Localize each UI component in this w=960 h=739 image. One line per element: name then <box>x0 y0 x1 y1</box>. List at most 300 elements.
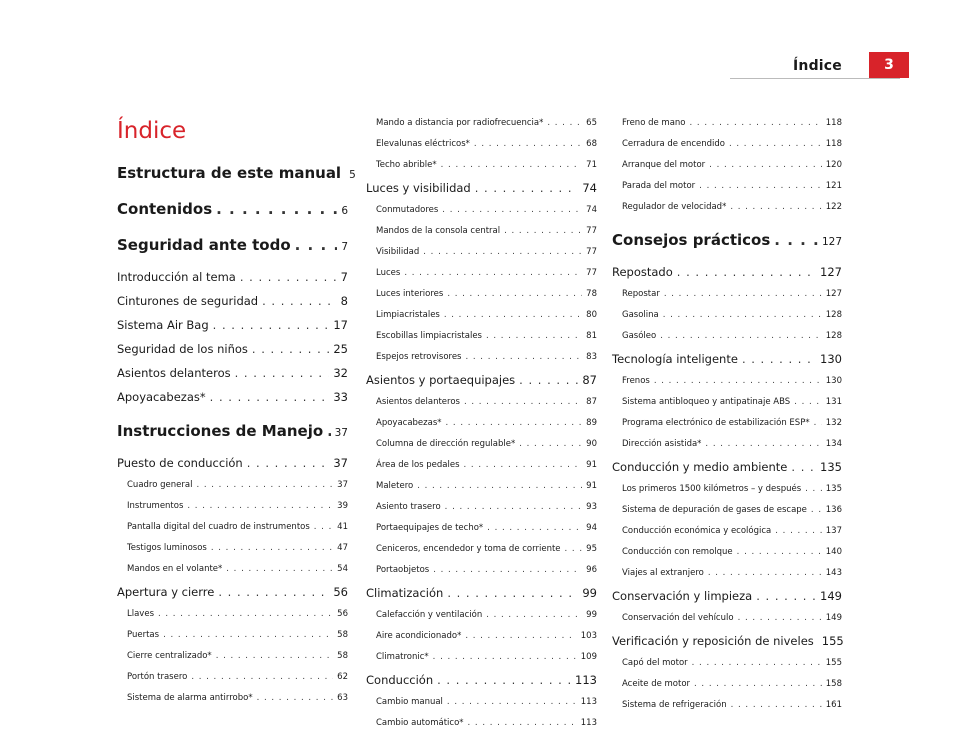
toc-entry-label: Aire acondicionado* <box>376 631 462 641</box>
toc-entry-page: 87 <box>582 373 597 387</box>
toc-entry-label: Pantalla digital del cuadro de instrumentos <box>127 522 310 532</box>
toc-entry-page: 99 <box>586 610 597 620</box>
toc-entry-label: Área de los pedales <box>376 460 460 470</box>
toc-entry[interactable] <box>117 630 348 651</box>
toc-entry-label: Freno de mano <box>622 118 686 128</box>
toc-entry-label: Gasolina <box>622 310 659 320</box>
toc-entry-label: Conducción y medio ambiente <box>612 460 788 474</box>
toc-entry-label: Puertas <box>127 630 160 640</box>
toc-entry-page: 113 <box>580 718 597 728</box>
toc-entry-page: 136 <box>825 505 842 515</box>
toc-entry-label: Conservación y limpieza <box>612 589 753 603</box>
toc-entry-page: 94 <box>586 523 597 533</box>
dot-leader <box>794 397 822 407</box>
toc-entry-label: Los primeros 1500 kilómetros – y después <box>622 484 802 494</box>
toc-entry[interactable] <box>117 480 348 501</box>
toc-entry-page: 143 <box>825 568 842 578</box>
toc-entry[interactable] <box>366 331 597 352</box>
toc-entry-page: 78 <box>586 289 597 299</box>
toc-entry[interactable] <box>117 456 348 480</box>
toc-entry-label: Conducción económica y ecológica <box>622 526 772 536</box>
toc-entry[interactable] <box>366 418 597 439</box>
toc-entry-page: 65 <box>586 118 597 128</box>
toc-entry-page: 6 <box>341 205 348 217</box>
toc-entry-page: 131 <box>825 397 842 407</box>
toc-entry-label: Cerradura de encendido <box>622 139 725 149</box>
toc-entry-page: 103 <box>580 631 597 641</box>
dot-leader <box>442 205 582 215</box>
toc-entry[interactable] <box>612 547 842 568</box>
toc-entry[interactable] <box>612 331 842 352</box>
toc-entry[interactable] <box>117 390 348 414</box>
toc-entry-label: Gasóleo <box>622 331 657 341</box>
toc-column-1 <box>117 112 356 714</box>
toc-entry-page: 32 <box>333 366 348 380</box>
dot-leader <box>737 547 822 557</box>
toc-entry[interactable] <box>117 564 348 585</box>
toc-entry-page: 90 <box>586 439 597 449</box>
toc-entry[interactable] <box>366 652 597 673</box>
toc-entry-page: 140 <box>825 547 842 557</box>
toc-entry-page: 77 <box>586 226 597 236</box>
toc-entry-page: 33 <box>333 390 348 404</box>
dot-leader <box>444 310 582 320</box>
toc-entry-label: Visibilidad <box>376 247 420 257</box>
dot-leader <box>327 422 330 440</box>
dot-leader <box>433 652 577 662</box>
toc-entry-page: 68 <box>586 139 597 149</box>
toc-entry[interactable] <box>117 270 348 294</box>
toc-entry-label: Instrumentos <box>127 501 184 511</box>
toc-entry[interactable] <box>117 501 348 522</box>
toc-entry-label: Portaequipajes de techo* <box>376 523 484 533</box>
toc-entry-label: Mando a distancia por radiofrecuencia* <box>376 118 544 128</box>
toc-column-2 <box>366 118 597 739</box>
toc-entry[interactable] <box>366 181 597 205</box>
toc-entry[interactable] <box>117 651 348 672</box>
dot-leader <box>519 439 582 449</box>
toc-entry-label: Escobillas limpiacristales <box>376 331 482 341</box>
toc-entry-label: Seguridad ante todo <box>117 236 291 254</box>
toc-entry[interactable] <box>612 700 842 721</box>
toc-entry-label: Sistema de depuración de gases de escape <box>622 505 807 515</box>
toc-entry[interactable] <box>612 181 842 202</box>
toc-entry-label: Introducción al tema <box>117 270 236 284</box>
toc-entry-label: Sistema antibloqueo y antipatinaje ABS <box>622 397 791 407</box>
toc-entry[interactable] <box>366 481 597 502</box>
toc-entry-page: 77 <box>586 247 597 257</box>
toc-entry[interactable] <box>612 202 842 223</box>
toc-entry-page: 127 <box>821 236 842 248</box>
dot-leader <box>262 294 337 308</box>
page-number-badge: 3 <box>869 52 909 78</box>
toc-entry[interactable] <box>612 484 842 505</box>
toc-entry-label: Apoyacabezas* <box>117 390 206 404</box>
toc-entry[interactable] <box>366 139 597 160</box>
toc-entry[interactable] <box>612 460 842 484</box>
header-title: Índice <box>793 58 842 74</box>
dot-leader <box>654 376 822 386</box>
toc-entry[interactable] <box>612 397 842 418</box>
toc-entry[interactable] <box>117 200 348 228</box>
toc-entry[interactable] <box>366 565 597 586</box>
toc-entry[interactable] <box>612 526 842 547</box>
toc-entry[interactable] <box>366 718 597 739</box>
toc-entry-page: 7 <box>340 270 348 284</box>
dot-leader <box>705 439 821 449</box>
toc-entry-label: Climatronic* <box>376 652 429 662</box>
dot-leader <box>504 226 582 236</box>
toc-entry-label: Cuadro general <box>127 480 193 490</box>
toc-entry-label: Conducción <box>366 673 434 687</box>
toc-entry-label: Dirección asistida* <box>622 439 702 449</box>
toc-entry-label: Columna de dirección regulable* <box>376 439 516 449</box>
dot-leader <box>257 693 334 703</box>
toc-entry[interactable] <box>366 226 597 247</box>
toc-entry[interactable] <box>366 631 597 652</box>
toc-entry-page: 113 <box>580 697 597 707</box>
dot-leader <box>468 718 577 728</box>
dot-leader <box>447 697 577 707</box>
toc-entry-page: 135 <box>820 460 842 474</box>
toc-entry-label: Calefacción y ventilación <box>376 610 483 620</box>
dot-leader <box>447 289 582 299</box>
toc-entry[interactable] <box>117 609 348 630</box>
dot-leader <box>446 418 583 428</box>
dot-leader <box>252 342 329 356</box>
toc-entry-label: Ceniceros, encendedor y toma de corriente <box>376 544 561 554</box>
toc-entry[interactable] <box>366 289 597 310</box>
toc-entry-page: 118 <box>825 139 842 149</box>
toc-entry-label: Maletero <box>376 481 414 491</box>
toc-entry[interactable] <box>117 342 348 366</box>
toc-entry-label: Programa electrónico de estabilización ESP* <box>622 418 810 428</box>
toc-entry-label: Tecnología inteligente <box>612 352 738 366</box>
toc-entry-page: 132 <box>825 418 842 428</box>
toc-entry[interactable] <box>366 502 597 523</box>
toc-list <box>117 164 356 714</box>
toc-entry[interactable] <box>366 439 597 460</box>
dot-leader <box>664 289 822 299</box>
dot-leader <box>163 630 333 640</box>
toc-entry[interactable] <box>612 376 842 397</box>
toc-entry[interactable] <box>612 231 842 259</box>
toc-entry[interactable] <box>366 373 597 397</box>
dot-leader <box>158 609 333 619</box>
toc-entry[interactable] <box>366 310 597 331</box>
toc-entry[interactable] <box>117 672 348 693</box>
toc-entry[interactable] <box>366 247 597 268</box>
dot-leader <box>226 564 333 574</box>
toc-entry[interactable] <box>612 139 842 160</box>
toc-entry[interactable] <box>366 610 597 631</box>
toc-entry-page: 63 <box>337 693 348 703</box>
toc-entry-label: Estructura de este manual <box>117 164 342 182</box>
toc-entry[interactable] <box>366 544 597 565</box>
dot-leader <box>404 268 582 278</box>
toc-entry-page: 95 <box>586 544 597 554</box>
toc-entry-page: 77 <box>586 268 597 278</box>
toc-entry-label: Portaobjetos <box>376 565 430 575</box>
toc-entry-label: Verificación y reposición de niveles <box>612 634 814 648</box>
dot-leader <box>216 200 337 218</box>
toc-entry-page: 130 <box>820 352 842 366</box>
toc-entry[interactable] <box>117 236 348 264</box>
toc-entry[interactable] <box>612 505 842 526</box>
dot-leader <box>487 523 582 533</box>
toc-entry-page: 58 <box>337 630 348 640</box>
toc-entry-label: Repostado <box>612 265 673 279</box>
toc-entry-page: 80 <box>586 310 597 320</box>
dot-leader <box>729 139 822 149</box>
toc-entry-page: 87 <box>586 397 597 407</box>
toc-entry-page: 81 <box>586 331 597 341</box>
dot-leader <box>519 373 578 387</box>
toc-entry-label: Frenos <box>622 376 650 386</box>
toc-entry-label: Contenidos <box>117 200 213 218</box>
toc-entry-label: Seguridad de los niños <box>117 342 248 356</box>
toc-entry-page: 161 <box>825 700 842 710</box>
toc-entry-label: Puesto de conducción <box>117 456 243 470</box>
dot-leader <box>738 613 822 623</box>
dot-leader <box>447 586 578 600</box>
toc-entry-page: 74 <box>582 181 597 195</box>
toc-entry-label: Mandos de la consola central <box>376 226 501 236</box>
dot-leader <box>465 352 582 362</box>
toc-list <box>612 118 842 721</box>
dot-leader <box>660 331 822 341</box>
toc-entry-page: 83 <box>586 352 597 362</box>
toc-entry-label: Mandos en el volante* <box>127 564 223 574</box>
dot-leader <box>247 456 330 470</box>
toc-entry-label: Luces interiores <box>376 289 444 299</box>
dot-leader <box>437 673 571 687</box>
toc-entry[interactable] <box>612 310 842 331</box>
toc-entry-page: 47 <box>337 543 348 553</box>
toc-entry-page: 127 <box>825 289 842 299</box>
toc-entry-label: Apoyacabezas* <box>376 418 442 428</box>
dot-leader <box>709 160 822 170</box>
toc-entry-page: 91 <box>586 460 597 470</box>
toc-entry-page: 17 <box>333 318 348 332</box>
toc-entry[interactable] <box>612 679 842 700</box>
dot-leader <box>731 700 822 710</box>
toc-entry-label: Sistema de refrigeración <box>622 700 727 710</box>
toc-entry-page: 25 <box>333 342 348 356</box>
toc-entry-page: 37 <box>334 427 348 439</box>
dot-leader <box>213 318 330 332</box>
toc-entry-label: Arranque del motor <box>622 160 706 170</box>
toc-entry[interactable] <box>366 586 597 610</box>
dot-leader <box>433 565 582 575</box>
toc-entry-page: 93 <box>586 502 597 512</box>
toc-entry[interactable] <box>366 205 597 226</box>
dot-leader <box>547 118 582 128</box>
toc-entry-label: Cambio automático* <box>376 718 464 728</box>
header-rule <box>730 78 900 79</box>
toc-entry-page: 149 <box>820 589 842 603</box>
toc-entry-label: Limpiacristales <box>376 310 440 320</box>
toc-entry-page: 155 <box>825 658 842 668</box>
toc-entry-label: Luces y visibilidad <box>366 181 471 195</box>
dot-leader <box>774 231 818 249</box>
toc-entry[interactable] <box>612 265 842 289</box>
toc-entry-label: Capó del motor <box>622 658 688 668</box>
page-header <box>0 0 960 80</box>
dot-leader <box>690 118 822 128</box>
toc-entry-label: Conducción con remolque <box>622 547 733 557</box>
dot-leader <box>699 181 822 191</box>
toc-entry[interactable] <box>612 160 842 181</box>
toc-entry[interactable] <box>366 352 597 373</box>
toc-entry[interactable] <box>612 418 842 439</box>
toc-entry-page: 62 <box>337 672 348 682</box>
dot-leader <box>423 247 582 257</box>
toc-entry[interactable] <box>117 422 348 450</box>
dot-leader <box>663 310 822 320</box>
dot-leader <box>295 236 338 254</box>
toc-entry[interactable] <box>366 118 597 139</box>
toc-entry-label: Apertura y cierre <box>117 585 215 599</box>
dot-leader <box>814 418 822 428</box>
toc-entry-label: Asientos delanteros <box>376 397 460 407</box>
toc-entry-page: 71 <box>586 160 597 170</box>
toc-column-3 <box>612 118 842 721</box>
toc-entry[interactable] <box>117 585 348 609</box>
toc-entry-page: 37 <box>333 456 348 470</box>
dot-leader <box>694 679 822 689</box>
toc-entry[interactable] <box>612 589 842 613</box>
dot-leader <box>692 658 822 668</box>
toc-entry[interactable] <box>612 118 842 139</box>
dot-leader <box>465 631 576 641</box>
dot-leader <box>417 481 582 491</box>
toc-entry-label: Aceite de motor <box>622 679 691 689</box>
toc-entry[interactable] <box>612 439 842 460</box>
dot-leader <box>235 366 330 380</box>
toc-entry-label: Espejos retrovisores <box>376 352 462 362</box>
toc-entry[interactable] <box>366 673 597 697</box>
toc-entry[interactable] <box>117 522 348 543</box>
toc-entry-page: 37 <box>337 480 348 490</box>
dot-leader <box>210 390 330 404</box>
toc-entry[interactable] <box>612 658 842 679</box>
toc-entry[interactable] <box>117 318 348 342</box>
dot-leader <box>708 568 822 578</box>
toc-entry[interactable] <box>366 160 597 181</box>
toc-entry-page: 128 <box>825 310 842 320</box>
toc-entry[interactable] <box>366 268 597 289</box>
dot-leader <box>211 543 333 553</box>
toc-entry[interactable] <box>117 543 348 564</box>
index-title: Índice <box>117 118 187 144</box>
toc-entry-page: 96 <box>586 565 597 575</box>
toc-entry-page: 41 <box>337 522 348 532</box>
dot-leader <box>677 265 816 279</box>
dot-leader <box>464 460 583 470</box>
toc-entry[interactable] <box>117 693 348 714</box>
toc-entry-label: Sistema de alarma antirrobo* <box>127 693 253 703</box>
toc-entry-label: Luces <box>376 268 401 278</box>
toc-entry[interactable] <box>117 164 356 192</box>
toc-entry-label: Parada del motor <box>622 181 696 191</box>
toc-entry-page: 39 <box>337 501 348 511</box>
dot-leader <box>441 160 583 170</box>
toc-entry-page: 158 <box>825 679 842 689</box>
toc-entry-page: 127 <box>820 265 842 279</box>
dot-leader <box>187 501 333 511</box>
toc-entry-label: Asiento trasero <box>376 502 441 512</box>
toc-entry[interactable] <box>612 568 842 589</box>
toc-entry-page: 99 <box>582 586 597 600</box>
dot-leader <box>475 181 579 195</box>
toc-entry-page: 8 <box>340 294 348 308</box>
dot-leader <box>730 202 821 212</box>
toc-entry-page: 135 <box>825 484 842 494</box>
dot-leader <box>775 526 822 536</box>
toc-entry-label: Portón trasero <box>127 672 188 682</box>
toc-entry[interactable] <box>612 634 842 658</box>
dot-leader <box>742 352 816 366</box>
toc-entry-label: Climatización <box>366 586 444 600</box>
dot-leader <box>445 502 583 512</box>
toc-entry-label: Cambio manual <box>376 697 443 707</box>
dot-leader <box>486 331 582 341</box>
dot-leader <box>756 589 816 603</box>
toc-entry-label: Conmutadores <box>376 205 439 215</box>
toc-entry[interactable] <box>117 294 348 318</box>
dot-leader <box>811 505 822 515</box>
dot-leader <box>791 460 816 474</box>
toc-entry-page: 109 <box>580 652 597 662</box>
toc-entry-page: 134 <box>825 439 842 449</box>
toc-entry-page: 155 <box>821 634 844 648</box>
toc-entry-label: Consejos prácticos <box>612 231 771 249</box>
dot-leader <box>565 544 583 554</box>
toc-entry-page: 121 <box>825 181 842 191</box>
toc-entry-page: 54 <box>337 564 348 574</box>
dot-leader <box>486 610 582 620</box>
toc-entry-page: 137 <box>825 526 842 536</box>
toc-entry-label: Repostar <box>622 289 660 299</box>
toc-entry-label: Cierre centralizado* <box>127 651 212 661</box>
toc-entry[interactable] <box>612 613 842 634</box>
toc-entry-page: 89 <box>586 418 597 428</box>
toc-entry-label: Viajes al extranjero <box>622 568 704 578</box>
toc-entry-label: Elevalunas eléctricos* <box>376 139 470 149</box>
dot-leader <box>196 480 333 490</box>
toc-entry-label: Llaves <box>127 609 154 619</box>
dot-leader <box>216 651 333 661</box>
toc-entry-label: Cinturones de seguridad <box>117 294 259 308</box>
toc-entry-page: 5 <box>349 169 356 181</box>
toc-entry-page: 120 <box>825 160 842 170</box>
toc-entry-page: 149 <box>825 613 842 623</box>
toc-entry-page: 56 <box>333 585 348 599</box>
toc-entry-page: 7 <box>341 241 348 253</box>
dot-leader <box>474 139 582 149</box>
toc-entry[interactable] <box>612 289 842 310</box>
toc-entry[interactable] <box>366 460 597 481</box>
toc-entry-page: 91 <box>586 481 597 491</box>
toc-entry-page: 58 <box>337 651 348 661</box>
toc-list <box>366 118 597 739</box>
toc-entry[interactable] <box>366 397 597 418</box>
toc-entry[interactable] <box>366 523 597 544</box>
toc-entry-page: 74 <box>586 205 597 215</box>
toc-entry[interactable] <box>117 366 348 390</box>
toc-entry[interactable] <box>612 352 842 376</box>
